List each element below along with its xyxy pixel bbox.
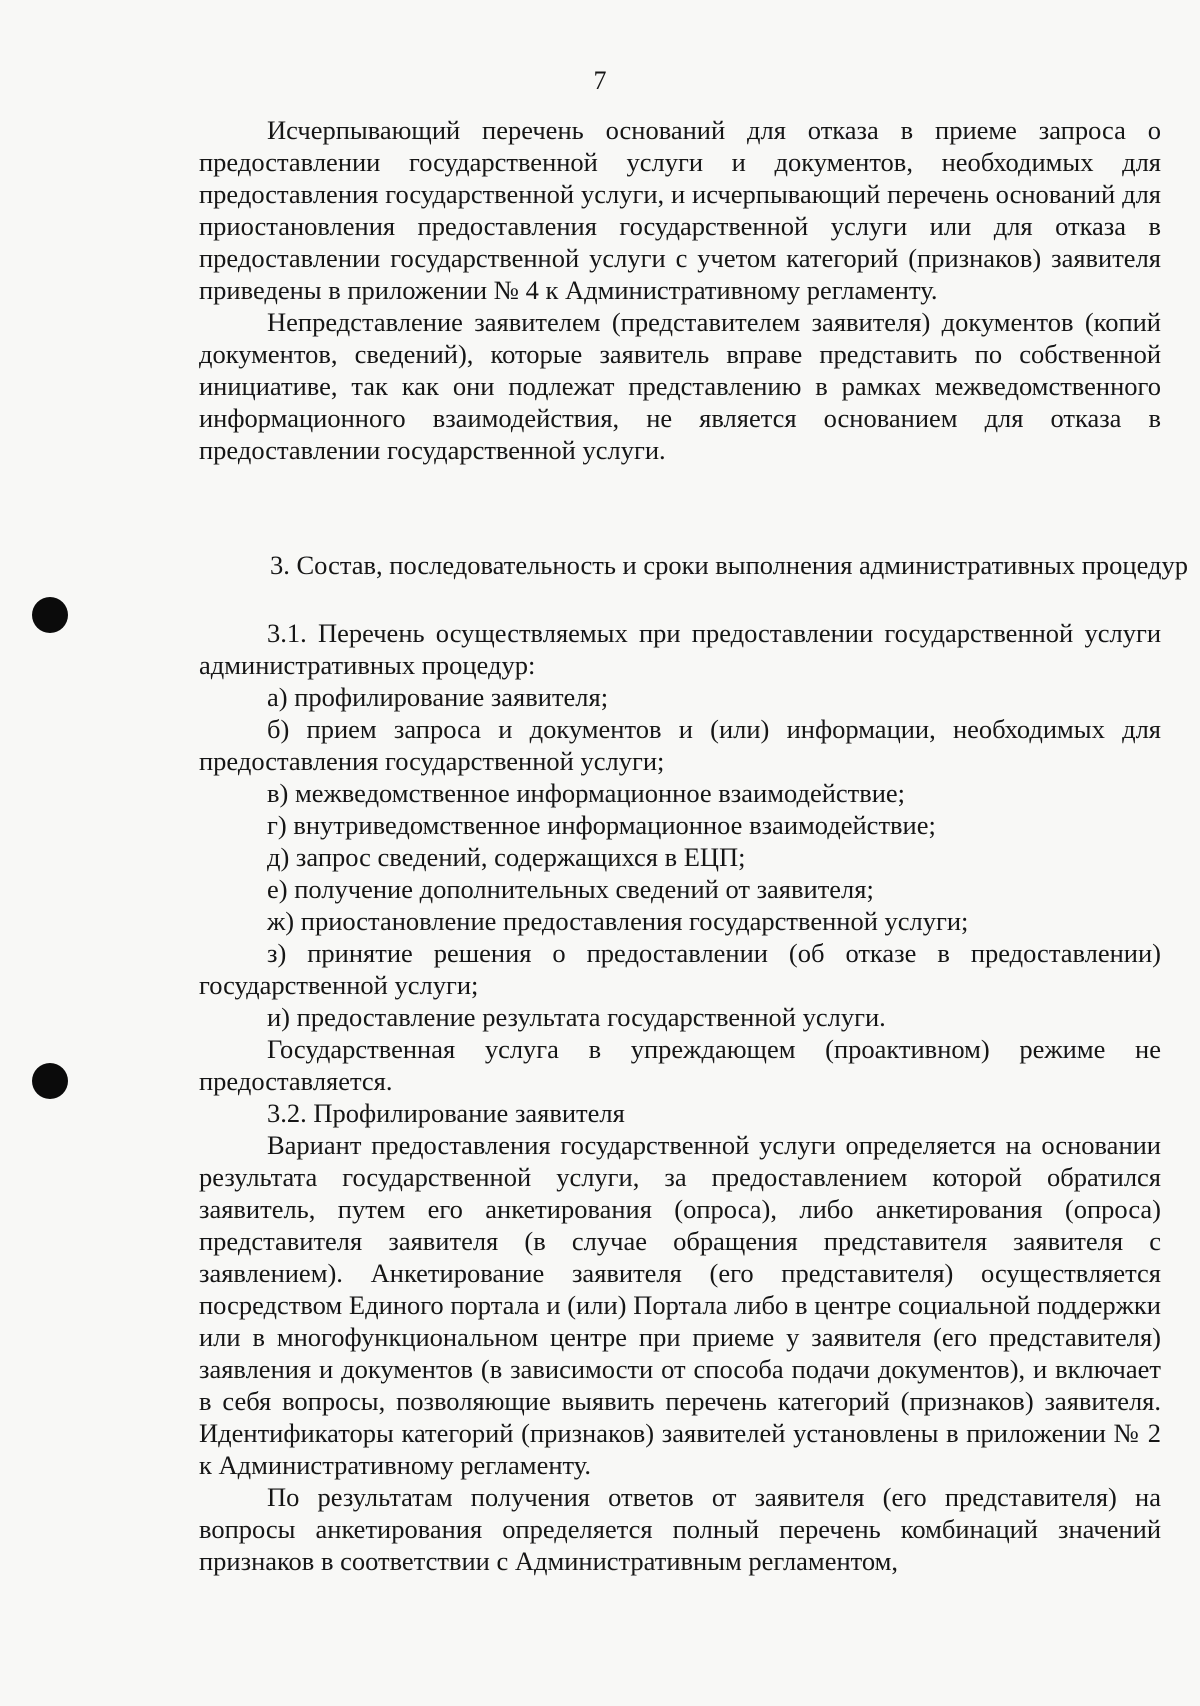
list-item-z: з) принятие решения о предоставлении (об отказе в предоставлении) государственной услуги; xyxy=(199,938,1161,1000)
list-item-i: и) предоставление результата государственной услуги. xyxy=(267,1002,886,1032)
list-item-zh: ж) приостановление предоставления государственной услуги; xyxy=(267,906,969,936)
paragraph-survey-results: По результатам получения ответов от заявителя (его представителя) на вопросы анкетирования определяется полный перечень комбинаций значений признаков в соответствии с Административным регламентом, xyxy=(199,1482,1161,1576)
text-block-main xyxy=(199,617,1161,1577)
list-item-v: в) межведомственное информационное взаимодействие; xyxy=(267,778,906,808)
paragraph-proactive: Государственная услуга в упреждающем (проактивном) режиме не предоставляется. xyxy=(199,1034,1161,1096)
punch-hole-mark xyxy=(32,597,68,633)
paragraph-3-1: 3.1. Перечень осуществляемых при предоставлении государственной услуги административных процедур: xyxy=(199,618,1161,680)
page-number: 7 xyxy=(593,66,607,95)
list-item-g: г) внутриведомственное информационное взаимодействие; xyxy=(267,810,936,840)
paragraph-non-submission: Непредставление заявителем (представителем заявителя) документов (копий документов, сведений), которые заявитель вправе представить по собственной инициативе, так как они подлежат представлению в рамках межведомственного информационного взаимодействия, не является основанием для отказа в предоставлении государственной услуги. xyxy=(199,307,1161,465)
list-item-d: д) запрос сведений, содержащихся в ЕЦП; xyxy=(267,842,746,872)
paragraph-profiling: Вариант предоставления государственной услуги определяется на основании результата государственной услуги, за предоставлением которой обратился заявитель, путем его анкетирования (опроса), либо анкетирования (опроса) представителя заявителя (в случае обращения представителя заявителя с заявлением). Анкетирование заявителя (его представителя) осуществляется посредством Единого портала и (или) Портала либо в центре социальной поддержки или в многофункциональном центре при приеме у заявителя (его представителя) заявления и документов (в зависимости от способа подачи документов), и включает в себя вопросы, позволяющие выявить перечень категорий (признаков) заявителя. Идентификаторы категорий (признаков) заявителей установлены в приложении № 2 к Административному регламенту. xyxy=(199,1130,1161,1480)
paragraph-3-2-title: 3.2. Профилирование заявителя xyxy=(267,1098,625,1128)
list-item-a: а) профилирование заявителя; xyxy=(267,682,609,712)
list-item-b: б) прием запроса и документов и (или) информации, необходимых для предоставления государственной услуги; xyxy=(199,714,1161,776)
list-item-e: е) получение дополнительных сведений от заявителя; xyxy=(267,874,874,904)
punch-hole-mark xyxy=(32,1063,68,1099)
text-block-top xyxy=(199,114,1161,466)
section-heading: 3. Состав, последовательность и сроки выполнения административных процедур xyxy=(270,550,1188,580)
paragraph-refusal-grounds: Исчерпывающий перечень оснований для отказа в приеме запроса о предоставлении государственной услуги и документов, необходимых для предоставления государственной услуги, и исчерпывающий перечень оснований для приостановления предоставления государственной услуги или для отказа в предоставлении государственной услуги с учетом категорий (признаков) заявителя приведены в приложении № 4 к Административному регламенту. xyxy=(199,115,1161,305)
